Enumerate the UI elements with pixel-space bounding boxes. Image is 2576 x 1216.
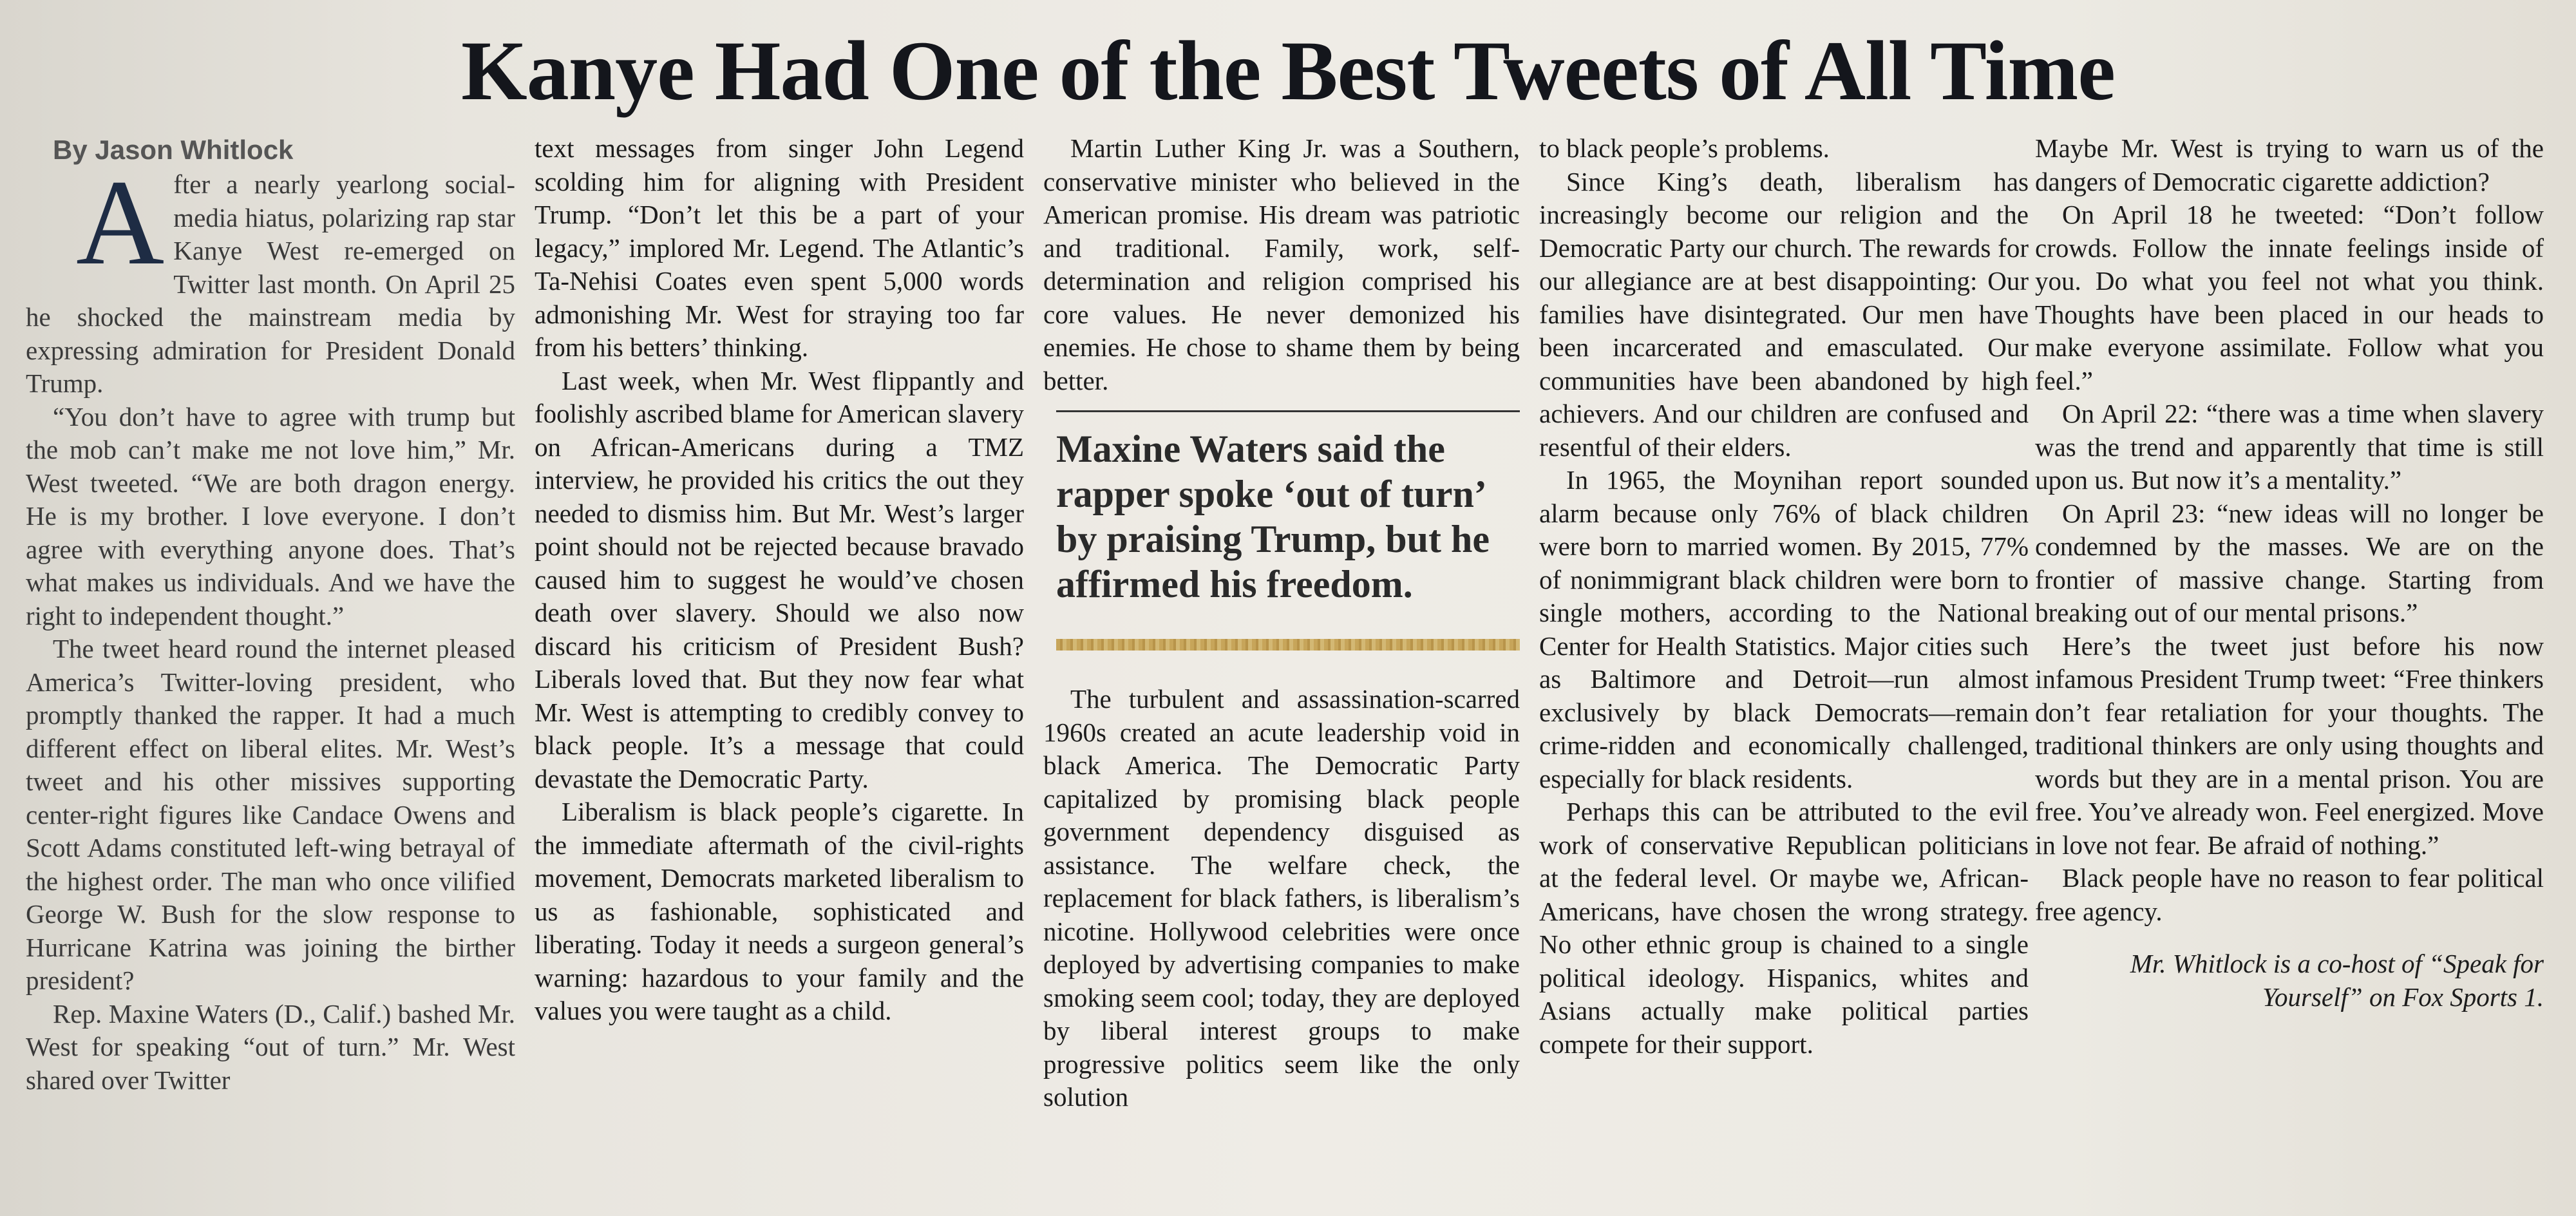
paragraph: On April 18 he tweeted: “Don’t follow crowds. Follow the innate feelings inside of you. Do what you feel not what you think. Thoughts have been placed in our heads to make everyone assimilate. Follow what you feel.”: [2035, 200, 2544, 395]
byline: By Jason Whitlock: [53, 135, 294, 165]
paragraph: text messages from singer John Legend scolding him for aligning with President Trump. “Don’t let this be a part of your legacy,” implored Mr. Legend. The Atlantic’s Ta-Nehisi Coates even spent 5,000 words admonishing Mr. West for straying too far from his betters’ thinking.: [535, 133, 1024, 362]
paragraph: [26, 155, 515, 401]
column-2: [535, 132, 1024, 1028]
paragraph: Black people have no reason to fear political free agency.: [2035, 863, 2544, 926]
paragraph: Since King’s death, liberalism has increasingly become our religion and the Democratic Party our church. The rewards for our allegiance are at best disappointing: Our families have disintegrated. Our men have been incarcerated and emasculated. Our communities have been abandoned by high achievers. And our children are confused and resentful of their elders.: [1539, 166, 2029, 462]
column-3: [1043, 132, 1520, 1114]
column-1: [26, 132, 515, 1097]
paragraph: Martin Luther King Jr. was a Southern, conservative minister who believed in the American promise. His dream was patriotic and traditional. Family, work, self-determination and religion comprised his core values. He never demonized his enemies. He chose to shame them by being better.: [1043, 133, 1520, 395]
paragraph: Maybe Mr. West is trying to warn us of the dangers of Democratic cigarette addiction?: [2035, 133, 2544, 196]
paragraph: Last week, when Mr. West flippantly and foolishly ascribed blame for American slavery on African-Americans during a TMZ interview, he provided his critics the out they needed to dismiss him. But Mr. West’s larger point should not be rejected because bravado caused him to suggest he would’ve chosen death over slavery. Should we also now discard his criticism of President Bush? Liberals loved that. But they now fear what Mr. West is attempting to credibly convey to black people. It’s a message that could devastate the Democratic Party.: [535, 365, 1024, 793]
paragraph: In 1965, the Moynihan report sounded alarm because only 76% of black children were born to married women. By 2015, 77% of nonimmigrant black children were born to single mothers, according to the National Center for Health Statistics. Major cities such as Baltimore and Detroit—run almost exclusively by black Democrats—remain crime-ridden and economically challenged, especially for black residents.: [1539, 465, 2029, 793]
decorative-gold-bar: [1056, 639, 1520, 651]
paragraph: Rep. Maxine Waters (D., Calif.) bashed Mr. West for speaking “out of turn.” Mr. West shared over Twitter: [26, 998, 515, 1095]
paragraph: Here’s the tweet just before his now infamous President Trump tweet: “Free thinkers don’t fear retaliation for your thoughts. The traditional thinkers are only using thoughts and words but they are in a mental prison. You are free. You’ve already won. Feel energized. Move in love not fear. Be afraid of nothing.”: [2035, 631, 2544, 860]
drop-cap: A: [76, 155, 165, 290]
paragraph: to black people’s problems.: [1539, 133, 1830, 163]
paragraph: “You don’t have to agree with trump but the mob can’t make me not love him,” Mr. West tweeted. “We are both dragon energy. He is my brother. I love everyone. I don’t agree with everything anyone does. That’s what makes us individuals. And we have the right to independent thought.”: [26, 401, 515, 631]
paragraph: Liberalism is black people’s cigarette. In the immediate aftermath of the civil-rights movement, Democrats marketed liberalism to us as fashionable, sophisticated and liberating. Today it needs a surgeon general’s warning: hazardous to your family and the values you were taught as a child.: [535, 797, 1024, 1025]
paragraph-text: fter a nearly yearlong social-media hiatus, polarizing rap star Kanye West re-emerged on Twitter last month. On April 25 he shocked the mainstream media by expressing admiration for President Donald Trump.: [26, 169, 515, 398]
paragraph: The turbulent and assassination-scarred 1960s created an acute leadership void in black America. The Democratic Party capitalized by promising black people government dependency disguised as assistance. The welfare check, the replacement for black fathers, is liberalism’s nicotine. Hollywood celebrities were once deployed by advertising companies to make smoking seem cool; today, they are deployed by liberal interest groups to make progressive politics seem like the only solution: [1043, 684, 1520, 1112]
author-signoff: Mr. Whitlock is a co-host of “Speak for Yourself” on Fox Sports 1.: [2130, 949, 2544, 1012]
pullquote-rule: [1056, 410, 1520, 412]
paragraph: Perhaps this can be attributed to the evil work of conservative Republican politicians at the federal level. Or maybe we, African-Americans, have chosen the wrong strategy. No other ethnic group is chained to a single political ideology. Hispanics, whites and Asians actually make political parties compete for their support.: [1539, 797, 2029, 1059]
pull-quote: Maxine Waters said the rapper spoke ‘out of turn’ by praising Trump, but he affirmed his freedom.: [1056, 428, 1490, 605]
column-4: [1539, 132, 2029, 1061]
column-5: [2035, 132, 2544, 1014]
headline: Kanye Had One of the Best Tweets of All Time: [461, 23, 2115, 118]
paragraph: On April 23: “new ideas will no longer be condemned by the masses. We are on the frontier of massive change. Starting from breaking out of our mental prisons.”: [2035, 498, 2544, 627]
paragraph: On April 22: “there was a time when slavery was the trend and apparently that time is still upon us. But now it’s a mentality.”: [2035, 399, 2544, 495]
paragraph: The tweet heard round the internet pleased America’s Twitter-loving president, who promptly thanked the rapper. It had a much different effect on liberal elites. Mr. West’s tweet and his other missives supporting center-right figures like Candace Owens and Scott Adams constituted left-wing betrayal of the highest order. The man who once vilified George W. Bush for the slow response to Hurricane Katrina was joining the birther president?: [26, 634, 515, 995]
